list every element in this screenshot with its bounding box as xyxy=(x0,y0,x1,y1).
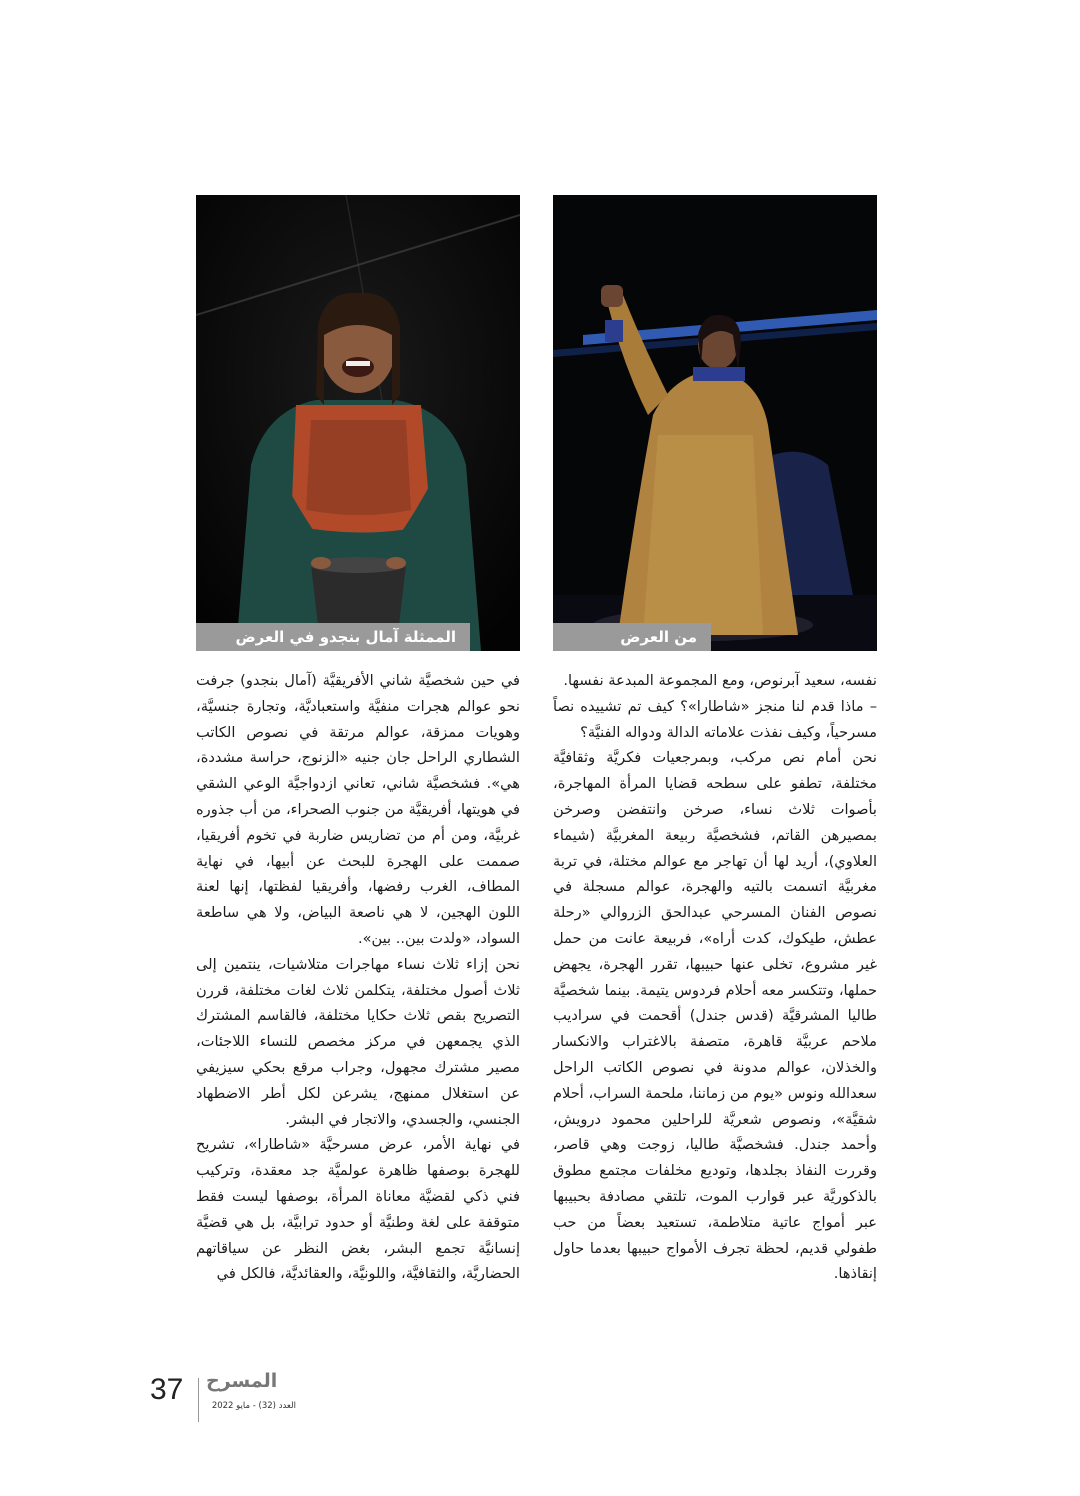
article-column-left xyxy=(196,668,520,1287)
photo-performance xyxy=(553,195,877,651)
article-column-right xyxy=(553,668,877,1287)
page-number: 37 xyxy=(150,1373,184,1406)
article-paragraph: في حين شخصيَّة شاني الأفريقيَّة (آمال بنجدو) جرفت نحو عوالم هجرات منفيَّة واستعباديَّة، وتجارة جنسيَّة، وهويات ممزقة، عوالم مرتقة في نصوص الكاتب الشطاري الراحل جان جنيه «الزنوج، حراسة مشددة، هي». فشخصيَّة شاني، تعاني ازدواجيَّة الوعي الشقي في هويتها، أفريقيَّة من جنوب الصحراء، من أب جذوره غربيَّة، ومن أم من تضاريس ضاربة في تخوم أفريقيا، صممت على الهجرة للبحث عن أبيها، في نهاية المطاف، الغرب رفضها، وأفريقيا لفظتها، إنها لعنة اللون الهجين، لا هي ناصعة البياض، ولا هي ساطعة السواد، «ولدت بين.. بين». xyxy=(196,672,520,947)
photo-caption-right: من العرض xyxy=(553,623,711,651)
article-paragraph: نحن أمام نص مركب، وبمرجعيات فكريَّة وثقافيَّة مختلفة، تطفو على سطحه قضايا المرأة المهاجرة، بأصوات ثلاث نساء، صرخن وانتفضن وصرخن بمصيرهن القاتم، فشخصيَّة ربيعة المغربيَّة (شيماء العلاوي)، أريد لها أن تهاجر مع عوالم مختلة، في تربة مغربيَّة اتسمت بالتيه والهجرة، عوالم مسجلة في نصوص الفنان المسرحي عبدالحق الزروالي «رحلة عطش، طيكوك، كدت أراه»، فربيعة عانت من حمل غير مشروع، تخلى عنها حبيبها، تقرر الهجرة، يجهض حملها، وتتكسر معه أحلام فردوس يتيمة. بينما شخصيَّة طاليا المشرقيَّة (قدس جندل) أقحمت في سراديب ملاحم عربيَّة قاهرة، متصفة بالاغتراب والانكسار والخذلان، عوالم مدونة في نصوص الكاتب الراحل سعدالله ونوس «يوم من زماننا، ملحمة السراب، أحلام شقيَّة»، ونصوص شعريَّة للراحلين محمود درويش، وأحمد جندل. فشخصيَّة طاليا، زوجت وهي قاصر، وقررت النفاذ بجلدها، وتوديع مخلفات مجتمع مطوق بالذكوريَّة عبر قوارب الموت، تلتقي مصادفة بحبيبها عبر أمواج عاتية متلاطمة، تستعيد بعضاً من حب طفولي قديم، لحظة تجرف الأمواج حبيبها بعدما حاول إنقاذها. xyxy=(553,749,877,1283)
article-question: – ماذا قدم لنا منجز «شاطارا»؟ كيف تم تشييده نصاً مسرحياً، وكيف نفذت علاماته الدالة ودواله الفنيَّة؟ xyxy=(553,697,877,741)
article-paragraph: في نهاية الأمر، عرض مسرحيَّة «شاطارا»، تشريح للهجرة بوصفها ظاهرة عولميَّة جد معقدة، وتركيب فني ذكي لقضيَّة معاناة المرأة، بوصفها ليست فقط متوقفة على لغة وطنيَّة أو حدود ترابيَّة، بل هي قضيَّة إنسانيَّة تجمع البشر، بغض النظر عن سياقاتهم الحضاريَّة، والثقافيَّة، واللونيَّة، والعقائديَّة، فالكل في xyxy=(196,1136,520,1283)
photo-caption-left: الممثلة آمال بنجدو في العرض xyxy=(196,623,470,651)
footer-divider xyxy=(198,1378,199,1422)
article-paragraph: نحن إزاء ثلاث نساء مهاجرات متلاشيات، ينتمين إلى ثلاث أصول مختلفة، يتكلمن ثلاث لغات مختلفة، قررن التصريح بقص ثلاث حكايا مختلفة، فالقاسم المشترك الذي يجمعهن في مركز مخصص للنساء اللاجئات، مصير مشترك مجهول، وجراب مرقع بحكي سيزيفي عن استغلال ممنهج، يشرعن لكل أطر الاضطهاد الجنسي، والجسدي، والاتجار في البشر. xyxy=(196,955,520,1128)
article-paragraph: نفسه، سعيد آبرنوص، ومع المجموعة المبدعة نفسها. xyxy=(563,672,877,689)
magazine-logo: المسرح xyxy=(206,1370,278,1392)
issue-info: العدد (32) - مايو 2022 xyxy=(211,1401,296,1411)
photo-actress-amal xyxy=(196,195,520,651)
